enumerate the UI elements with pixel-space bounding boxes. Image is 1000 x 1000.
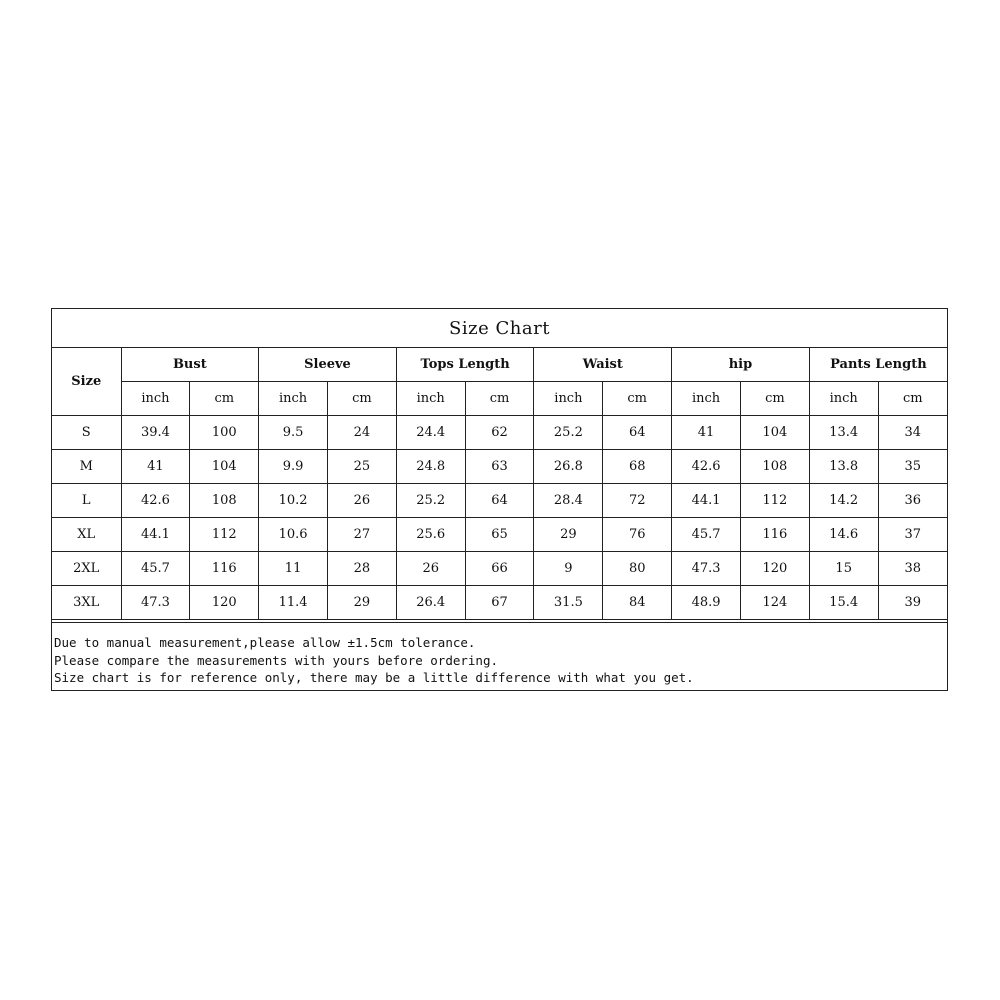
measurement-cell: 36 [878, 484, 947, 518]
measurement-cell: 42.6 [121, 484, 190, 518]
measurement-cell: 9 [534, 552, 603, 586]
size-cell: M [52, 450, 121, 484]
measurement-cell: 39.4 [121, 416, 190, 450]
measurement-cell: 63 [465, 450, 534, 484]
group-header-pants-length: Pants Length [809, 348, 947, 382]
table-row [52, 518, 947, 552]
measurement-cell: 37 [878, 518, 947, 552]
measurement-cell: 80 [603, 552, 672, 586]
measurement-cell: 24.8 [396, 450, 465, 484]
unit-header-cm: cm [465, 382, 534, 416]
measurement-cell: 25 [327, 450, 396, 484]
measurement-cell: 38 [878, 552, 947, 586]
unit-header-inch: inch [396, 382, 465, 416]
measurement-cell: 108 [740, 450, 809, 484]
measurement-cell: 41 [121, 450, 190, 484]
measurement-cell: 42.6 [672, 450, 741, 484]
measurement-cell: 26 [396, 552, 465, 586]
unit-header-cm: cm [327, 382, 396, 416]
measurement-cell: 11.4 [259, 586, 328, 620]
unit-header-cm: cm [603, 382, 672, 416]
measurement-cell: 44.1 [672, 484, 741, 518]
measurement-cell: 10.2 [259, 484, 328, 518]
measurement-cell: 45.7 [672, 518, 741, 552]
measurement-cell: 29 [327, 586, 396, 620]
unit-header-cm: cm [878, 382, 947, 416]
measurement-cell: 39 [878, 586, 947, 620]
table-row [52, 416, 947, 450]
measurement-cell: 66 [465, 552, 534, 586]
size-cell: XL [52, 518, 121, 552]
measurement-cell: 28 [327, 552, 396, 586]
group-header-bust: Bust [121, 348, 259, 382]
measurement-cell: 120 [190, 586, 259, 620]
measurement-cell: 13.8 [809, 450, 878, 484]
group-header-row [52, 348, 947, 382]
unit-header-inch: inch [259, 382, 328, 416]
measurement-cell: 26.4 [396, 586, 465, 620]
measurement-cell: 14.2 [809, 484, 878, 518]
measurement-cell: 15 [809, 552, 878, 586]
measurement-cell: 116 [740, 518, 809, 552]
measurement-cell: 15.4 [809, 586, 878, 620]
measurement-cell: 28.4 [534, 484, 603, 518]
measurement-cell: 34 [878, 416, 947, 450]
measurement-cell: 112 [190, 518, 259, 552]
measurement-cell: 26.8 [534, 450, 603, 484]
size-table [52, 348, 947, 620]
measurement-cell: 84 [603, 586, 672, 620]
measurement-cell: 27 [327, 518, 396, 552]
unit-header-inch: inch [672, 382, 741, 416]
unit-header-row [52, 382, 947, 416]
note-line: Due to manual measurement,please allow ±1.5cm tolerance. [54, 635, 476, 650]
note-line: Please compare the measurements with yours before ordering. [54, 652, 499, 668]
measurement-cell: 24 [327, 416, 396, 450]
unit-header-inch: inch [534, 382, 603, 416]
measurement-cell: 24.4 [396, 416, 465, 450]
size-cell: 3XL [52, 586, 121, 620]
measurement-cell: 9.9 [259, 450, 328, 484]
measurement-cell: 11 [259, 552, 328, 586]
size-chart-sheet [51, 308, 948, 691]
measurement-cell: 29 [534, 518, 603, 552]
note-line: Size chart is for reference only, there may be a little difference with what you get. [54, 670, 694, 685]
unit-header-cm: cm [740, 382, 809, 416]
measurement-cell: 108 [190, 484, 259, 518]
group-header-waist: Waist [534, 348, 672, 382]
measurement-cell: 68 [603, 450, 672, 484]
measurement-cell: 26 [327, 484, 396, 518]
measurement-cell: 65 [465, 518, 534, 552]
measurement-cell: 13.4 [809, 416, 878, 450]
measurement-cell: 9.5 [259, 416, 328, 450]
measurement-cell: 47.3 [672, 552, 741, 586]
size-cell: 2XL [52, 552, 121, 586]
measurement-cell: 25.2 [534, 416, 603, 450]
measurement-cell: 62 [465, 416, 534, 450]
measurement-cell: 48.9 [672, 586, 741, 620]
chart-title: Size Chart [52, 309, 947, 348]
measurement-cell: 25.6 [396, 518, 465, 552]
unit-header-inch: inch [809, 382, 878, 416]
measurement-cell: 10.6 [259, 518, 328, 552]
measurement-cell: 124 [740, 586, 809, 620]
size-cell: S [52, 416, 121, 450]
unit-header-inch: inch [121, 382, 190, 416]
size-column-header: Size [52, 348, 121, 416]
measurement-cell: 76 [603, 518, 672, 552]
measurement-cell: 14.6 [809, 518, 878, 552]
measurement-cell: 104 [190, 450, 259, 484]
measurement-cell: 104 [740, 416, 809, 450]
table-row [52, 586, 947, 620]
group-header-sleeve: Sleeve [259, 348, 397, 382]
measurement-cell: 64 [603, 416, 672, 450]
measurement-cell: 100 [190, 416, 259, 450]
measurement-cell: 64 [465, 484, 534, 518]
measurement-cell: 72 [603, 484, 672, 518]
measurement-cell: 47.3 [121, 586, 190, 620]
measurement-cell: 45.7 [121, 552, 190, 586]
table-row [52, 552, 947, 586]
size-cell: L [52, 484, 121, 518]
measurement-cell: 44.1 [121, 518, 190, 552]
measurement-cell: 35 [878, 450, 947, 484]
measurement-cell: 25.2 [396, 484, 465, 518]
measurement-cell: 112 [740, 484, 809, 518]
group-header-hip: hip [672, 348, 810, 382]
measurement-cell: 67 [465, 586, 534, 620]
measurement-cell: 120 [740, 552, 809, 586]
size-table-body [52, 348, 947, 620]
measurement-cell: 31.5 [534, 586, 603, 620]
measurement-cell: 41 [672, 416, 741, 450]
notes-block [52, 622, 947, 691]
unit-header-cm: cm [190, 382, 259, 416]
group-header-tops-length: Tops Length [396, 348, 534, 382]
measurement-cell: 116 [190, 552, 259, 586]
table-row [52, 450, 947, 484]
table-row [52, 484, 947, 518]
